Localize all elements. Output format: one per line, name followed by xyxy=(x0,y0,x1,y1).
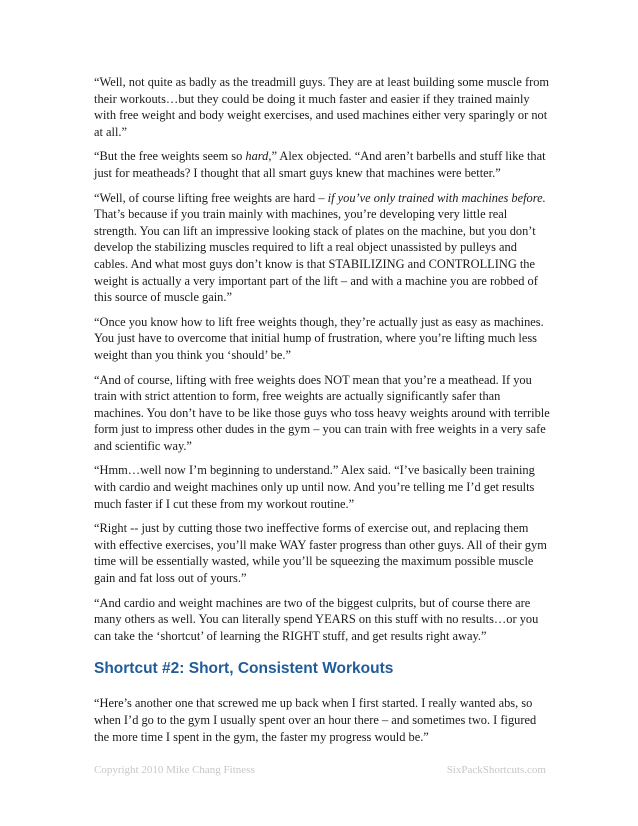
page-footer xyxy=(94,764,546,776)
footer-copyright: Copyright 2010 Mike Chang Fitness xyxy=(94,764,255,776)
text-segment: “Here’s another one that screwed me up back when I first started. I really wanted abs, so when I’d go to the gym I usually spent over an hour there – and sometimes two. I figured the more time I spent in the gym, the faster my progress would be.” xyxy=(94,696,537,744)
paragraph xyxy=(94,695,552,745)
paragraph xyxy=(94,190,552,306)
paragraph xyxy=(94,520,552,586)
body-text-before-heading xyxy=(94,74,552,644)
document-page xyxy=(94,74,552,753)
text-segment: “But the free weights seem so xyxy=(94,149,246,164)
text-segment: ,” Alex objected. “And aren’t barbells and stuff like that just for meatheads? I thought that all smart guys knew that machines were better.” xyxy=(94,149,546,180)
paragraph xyxy=(94,595,552,645)
paragraph xyxy=(94,74,552,140)
text-segment: That’s because if you train mainly with machines, you’re developing very little real strength. You can lift an impressive looking stack of plates on the machine, but you don’t develop the stabilizing muscles required to lift a real object unassisted by pulleys and cables. And what most guys don’t know is that STABILIZING and CONTROLLING the weight is actually a very important part of the lift – and with a machine you are robbed of this source of muscle gain.” xyxy=(94,207,538,305)
emphasized-text: if you’ve only trained with machines before. xyxy=(327,190,546,205)
paragraph xyxy=(94,462,552,512)
body-text-after-heading xyxy=(94,695,552,745)
text-segment: “Well, of course lifting free weights are hard – xyxy=(94,190,328,205)
paragraph xyxy=(94,314,552,364)
emphasized-text: hard xyxy=(245,149,269,164)
paragraph xyxy=(94,148,552,181)
text-segment: “Well, not quite as badly as the treadmill guys. They are at least building some muscle from their workouts…but they could be doing it much faster and easier if they trained mainly with free weight and body weight exercises, and used machines either very sparingly or not at all.” xyxy=(94,75,550,139)
text-segment: “Once you know how to lift free weights though, they’re actually just as easy as machines. You just have to overcome that initial hump of frustration, where you’re lifting much less weight than you think you ‘should’ be.” xyxy=(94,314,544,362)
text-segment: “Right -- just by cutting those two ineffective forms of exercise out, and replacing them with effective exercises, you’ll make WAY faster progress than other guys. All of their gym time will be essentially wasted, while you’ll be squeezing the maximum possible muscle gain and fat loss out of yours.” xyxy=(94,521,547,586)
text-segment: “Hmm…well now I’m beginning to understand.” Alex said. “I’ve basically been training with cardio and weight machines only up until now. And you’re telling me I’d get results much faster if I cut these from my workout routine.” xyxy=(94,463,535,511)
text-segment: “And of course, lifting with free weights does NOT mean that you’re a meathead. If you train with strict attention to form, free weights are actually significantly safer than machines. You don’t have to be like those guys who toss heavy weights around with terrible form just to impress other dudes in the gym – you can train with free weights in a very safe and scientific way.” xyxy=(94,372,550,453)
section-heading: Shortcut #2: Short, Consistent Workouts xyxy=(94,660,394,678)
paragraph xyxy=(94,372,552,455)
text-segment: “And cardio and weight machines are two of the biggest culprits, but of course there are many others as well. You can literally spend YEARS on this stuff with no results…or you can take the ‘shortcut’ of learning the RIGHT stuff, and get results right away.” xyxy=(94,595,539,643)
footer-website: SixPackShortcuts.com xyxy=(446,764,546,776)
